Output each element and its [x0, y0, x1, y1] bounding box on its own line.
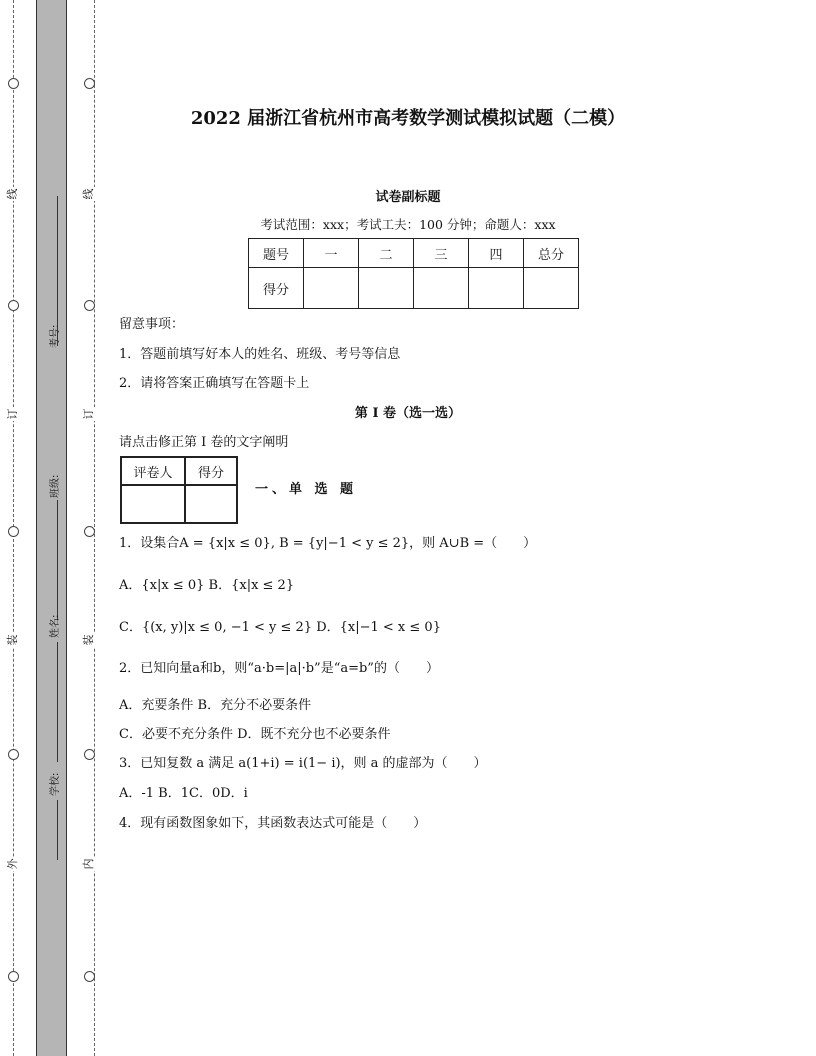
field-line-xingming[interactable]: [57, 642, 58, 762]
punch-hole: [8, 971, 19, 982]
punch-hole: [84, 971, 95, 982]
margin-char-zhuang: 装: [82, 634, 95, 646]
section-title: 一、单 选 题: [255, 482, 358, 497]
score-header-cell: 题号: [249, 239, 304, 268]
question-options: A．{x|x ≤ 0} B．{x|x ≤ 2}: [119, 578, 295, 593]
question-text: 4．现有函数图象如下，其函数表达式可能是（ ）: [119, 816, 427, 831]
grader-header: 得分: [185, 457, 237, 485]
question-options: C．{(x, y)|x ≤ 0, −1 < y ≤ 2} D．{x|−1 < x ≤ 0}: [119, 620, 441, 635]
notes-heading: 留意事项：: [119, 317, 185, 332]
field-label-xingming: 姓名:: [50, 614, 61, 638]
punch-hole: [84, 526, 95, 537]
margin-char-zhuang: 装: [6, 634, 19, 646]
score-header-cell: 二: [359, 239, 414, 268]
field-label-banji: 班级:: [50, 474, 61, 498]
score-entry-cell[interactable]: [524, 268, 579, 309]
margin-char-xian: 线: [6, 188, 19, 200]
score-header-cell: 三: [414, 239, 469, 268]
margin-char-nei: 内: [82, 858, 95, 870]
score-header-cell: 四: [469, 239, 524, 268]
score-header-cell: 一: [304, 239, 359, 268]
question-options: C．必要不充分条件 D．既不充分也不必要条件: [119, 727, 391, 742]
margin-char-ding: 订: [6, 408, 19, 420]
punch-hole: [84, 749, 95, 760]
punch-hole: [8, 749, 19, 760]
score-table: [248, 238, 579, 309]
field-label-xuexiao: 学校:: [50, 772, 61, 796]
exam-info: 考试范围：xxx；考试工夫：100 分钟；命题人：xxx: [260, 217, 556, 232]
punch-hole: [8, 78, 19, 89]
score-entry-cell[interactable]: [414, 268, 469, 309]
score-entry-cell[interactable]: [359, 268, 414, 309]
score-row-label: 得分: [249, 268, 304, 309]
grader-table: [120, 456, 238, 524]
punch-hole: [8, 300, 19, 311]
margin-char-ding: 订: [82, 408, 95, 420]
page-subtitle: 试卷副标题: [375, 190, 441, 205]
punch-hole: [84, 300, 95, 311]
score-entry-cell[interactable]: [304, 268, 359, 309]
margin-char-xian: 线: [82, 188, 95, 200]
question-options: A．充要条件 B．充分不必要条件: [119, 698, 312, 713]
margin-char-wai: 外: [6, 858, 19, 870]
part-title: 第 I 卷（选一选）: [354, 406, 462, 421]
grader-entry-cell[interactable]: [121, 485, 185, 523]
binding-strip: [36, 0, 67, 1056]
page-title: 2022 届浙江省杭州市高考数学测试模拟试题（二模）: [190, 108, 626, 129]
question-text: 2．已知向量a和b，则“a·b=|a|·b”是“a=b”的（ ）: [119, 661, 439, 676]
punch-hole: [84, 78, 95, 89]
part-instruction: 请点击修正第 I 卷的文字阐明: [119, 435, 289, 450]
field-line-banji[interactable]: [57, 500, 58, 620]
score-entry-cell[interactable]: [469, 268, 524, 309]
question-options: A．-1 B．1C．0D．i: [119, 786, 248, 801]
field-label-kaohao: 考号:: [50, 324, 61, 348]
field-line-xuexiao[interactable]: [57, 800, 58, 860]
note-item: 1．答题前填写好本人的姓名、班级、考号等信息: [119, 347, 401, 362]
score-header-cell: 总分: [524, 239, 579, 268]
question-text: 1．设集合A = {x|x ≤ 0}, B = {y|−1 < y ≤ 2}，则 A∪B =（ ）: [119, 536, 537, 551]
note-item: 2．请将答案正确填写在答题卡上: [119, 376, 310, 391]
grader-header: 评卷人: [121, 457, 185, 485]
question-text: 3．已知复数 a 满足 a(1+i) = i(1− i)，则 a 的虚部为（ ）: [119, 756, 487, 771]
grader-entry-cell[interactable]: [185, 485, 237, 523]
punch-hole: [8, 526, 19, 537]
